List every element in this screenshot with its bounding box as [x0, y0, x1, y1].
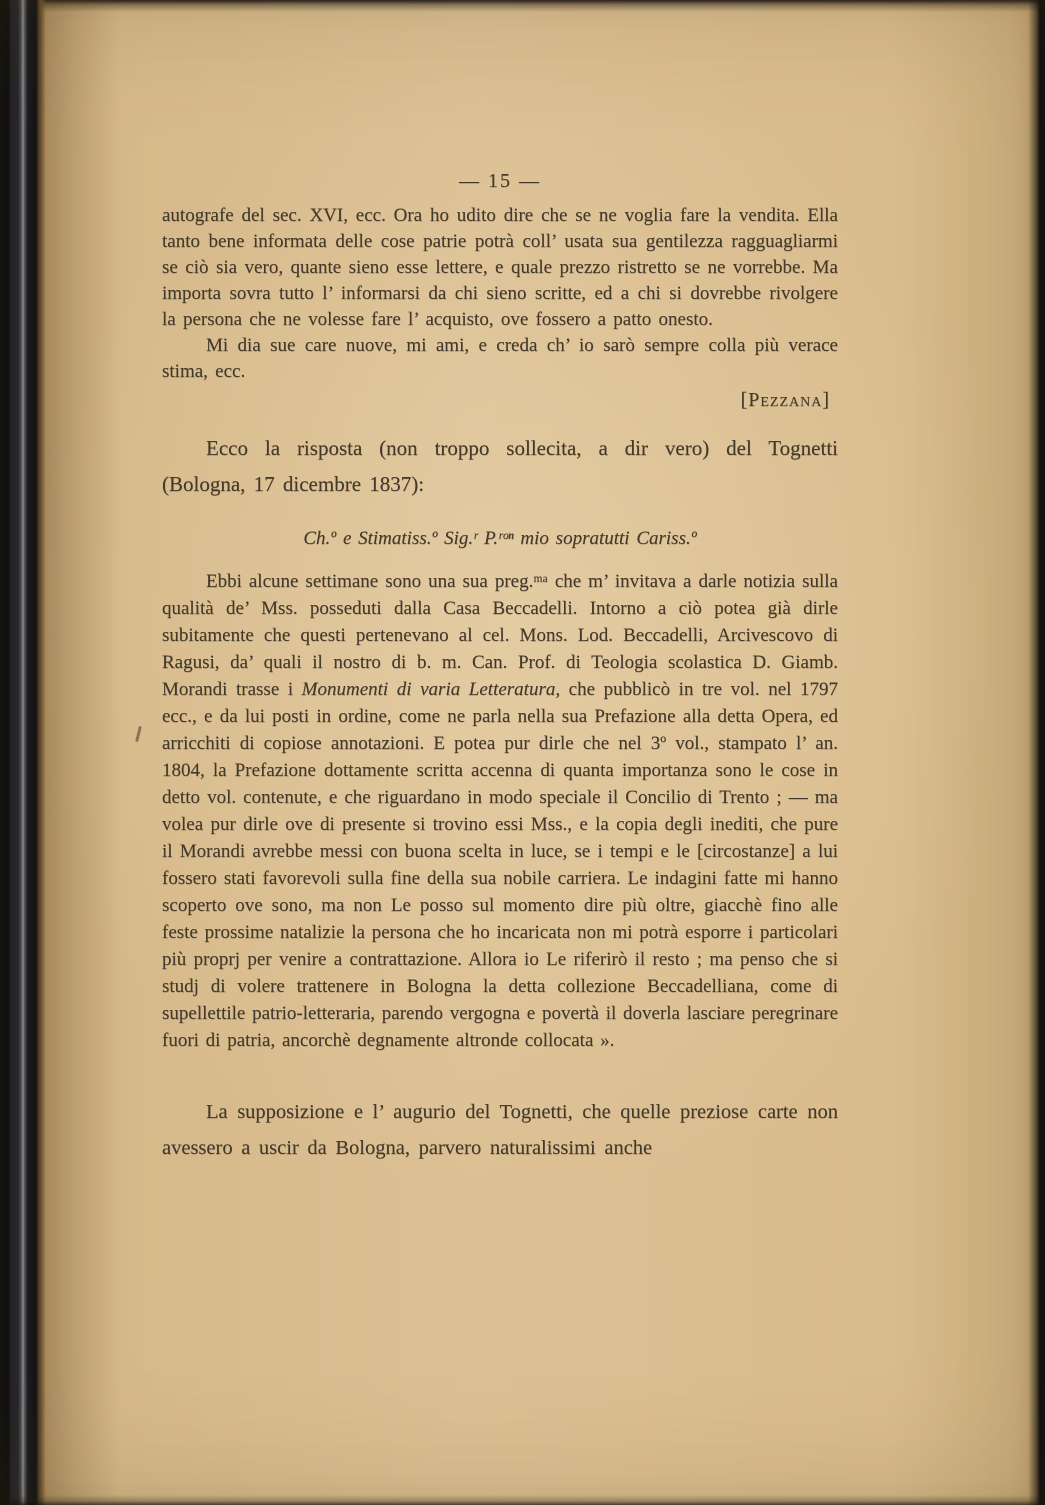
- page-text-block: [162, 170, 838, 1166]
- page-right-edge: [1028, 0, 1045, 1505]
- narrative-closing-paragraph: La supposizione e l’ augurio del Tognetti, che quelle preziose carte non avessero a uscir da Bologna, parvero naturalissimi anche: [162, 1101, 838, 1159]
- letter1-paragraph-continuation: autografe del sec. XVI, ecc. Ora ho udito dire che se ne voglia fare la vendita. Ella tanto bene informata delle cose patrie potrà coll’ usata sua gentilezza ragguagliarmi se ciò sia vero, quante sieno esse lettere, e quale prezzo ristretto se ne vorrebbe. Ma importa sovra tutto l’ informarsi da chi sieno scritte, ed a chi si dovrebbe rivolgere la persona che ne volesse fare l’ acquisto, ove fossero a patto onesto.: [162, 205, 838, 330]
- page-bottom-edge: [0, 1495, 1045, 1505]
- letter1-paragraph-closing: Mi dia sue care nuove, mi ami, e creda ch’ io sarò sempre colla più verace stima, ecc.: [162, 335, 838, 382]
- letter2-body-italic-title: Monumenti di varia Letteratura,: [301, 679, 561, 700]
- narrative-intro-paragraph: Ecco la risposta (non troppo sollecita, a dir vero) del Tognetti (Bologna, 17 dicembre 1837):: [162, 436, 838, 496]
- page-top-edge: [0, 0, 1045, 12]
- scan-artifact-mark: [135, 726, 142, 742]
- letter2-body-text-2: che pubblicò in tre vol. nel 1797 ecc., e da lui posti in ordine, come ne parla nella sua Prefazione alla detta Opera, ed arricchiti di copiose annotazioni. E potea pur dirle che nel 3º vol., stampato l’ an. 1804, la Prefazione dottamente scritta accenna di quanta importanza sono le cose in detto vol. contenute, e che riguardano in modo speciale il Concilio di Trento ; — ma volea pur dirle ove di presente si trovino essi Mss., e la copia degli inediti, che pure il Morandi avrebbe messi con buona scelta in luce, se i tempi e le [circostanze] a lui fossero stati favorevoli sulla fine della sua nobile carriera. Le indagini fatte mi hanno scoperto ove sono, ma non Le posso sul momento dire più oltre, giacchè fino alle feste prossime natalizie la persona che ho incaricata non mi potrà esporre i particolari più proprj per venire a contrattazione. Allora io Le riferirò il resto ; ma penso che si studj di volere trattenere in Bologna la detta collezione Beccadelliana, come di supellettile patrio-letteraria, parendo vergogna e povertà il doverla lasciare peregrinare fuori di patria, ancorchè degnamente altronde collocata ».: [162, 679, 838, 1051]
- binding-shadow: [40, 0, 120, 1505]
- letter2-body-text-1: Ebbi alcune settimane sono una sua preg.ᵐᵃ che m’ invitava a darle notizia sulla qualità de’ Mss. posseduti dalla Casa Beccadelli. Intorno a ciò potea già dirle subitamente che questi pertenevano al cel. Mons. Lod. Beccadelli, Arcivescovo di Ragusi, da’ quali il nostro di b. m. Can. Prof. di Teologia scolastica D. Giamb. Morandi trasse i: [162, 571, 838, 700]
- letter1-signature: [Pezzana]: [740, 389, 830, 411]
- page-number: — 15 —: [459, 170, 541, 192]
- letter2-salutation: Ch.º e Stimatiss.º Sig.ʳ P.ʳᵒⁿ mio sopratutti Cariss.º: [303, 528, 697, 549]
- letter2-body-paragraph: [162, 568, 838, 1054]
- book-binding: [0, 0, 46, 1505]
